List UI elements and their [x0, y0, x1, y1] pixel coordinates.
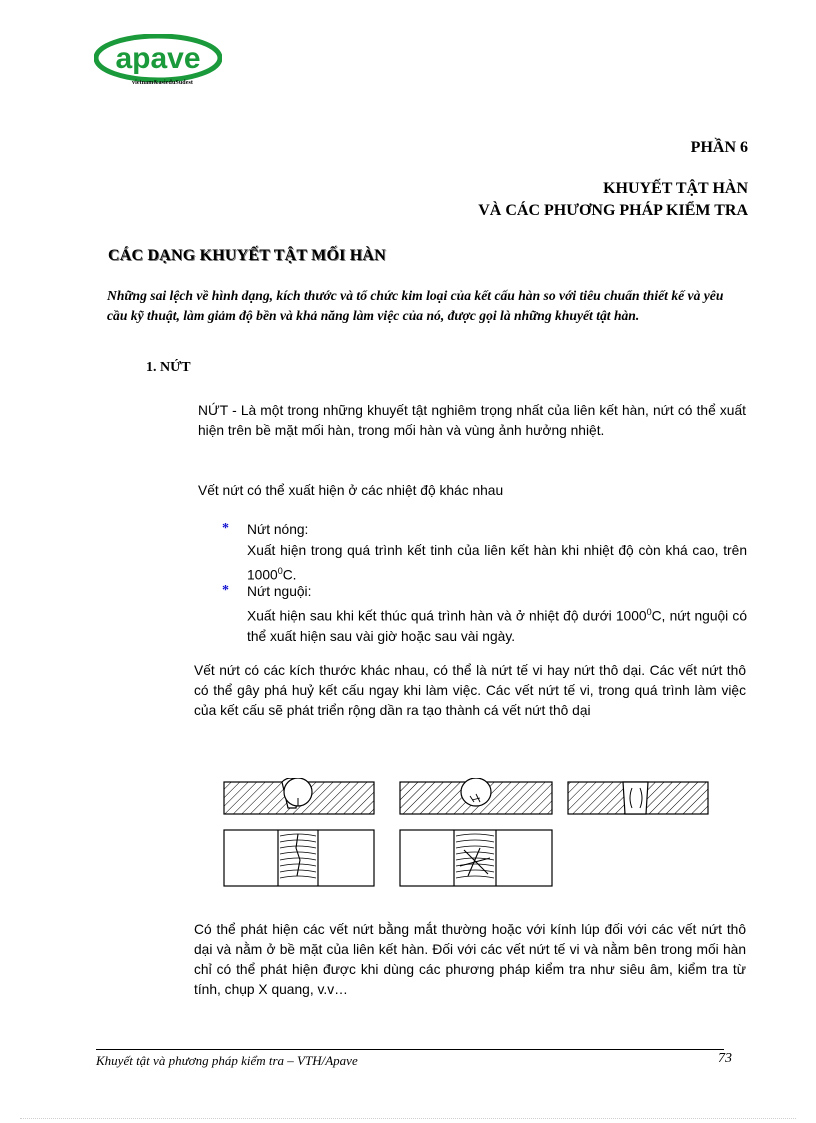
weld-cross-section-3 — [568, 782, 708, 814]
bullet-cold-crack-title: Nứt nguội: — [247, 584, 312, 599]
logo-tagline: vietnam&asieduSudest — [132, 80, 194, 86]
bullet-cold-crack-text: Xuất hiện sau khi kết thúc quá trình hàn và ở nhiệt độ dưới 1000$^0$C, nứt nguội có thể xuất hiện sau vài giờ hoặc sau vài ngày. — [247, 607, 747, 644]
paragraph-crack-sizes: Vết nứt có các kích thước khác nhau, có thể là nứt tế vi hay nứt thô dại. Các vết nứt thô có thể gây phá huỷ kết cấu ngay khi làm việc. Các vết nứt tế vi, trong quá trình làm việc của kết cấu sẽ phát triển rộng dần ra tạo thành cá vết nứt thô dại — [194, 663, 746, 718]
part-number: PHẦN 6 — [690, 139, 748, 156]
weld-plan-view-2 — [400, 830, 552, 886]
bullet-marker: * — [222, 583, 229, 598]
paragraph-crack-definition: NỨT - Là một trong những khuyết tật nghiêm trọng nhất của liên kết hàn, nứt có thể xuất hiện trên bề mặt mối hàn, trong mối hàn và vùng ảnh hưởng nhiệt. — [198, 403, 746, 438]
bullet-hot-crack-title: Nứt nóng: — [247, 522, 309, 537]
logo-text: apave — [115, 42, 201, 75]
section-title: CÁC DẠNG KHUYẾT TẬT MỐI HÀN — [108, 247, 386, 264]
footer-divider — [96, 1049, 724, 1050]
bullet-marker: * — [222, 521, 229, 536]
weld-plan-view-1 — [224, 830, 374, 886]
footer-text: Khuyết tật và phương pháp kiểm tra – VTH/Apave — [96, 1053, 358, 1068]
paragraph-crack-detection: Có thể phát hiện các vết nứt bằng mắt thường hoặc với kính lúp đối với các vết nứt thô dại và nằm ở bề mặt của liên kết hàn. Đối với các vết nứt tế vi và nằm bên trong mối hàn chỉ có thể phát hiện được khi dùng các phương pháp kiểm tra như siêu âm, kiểm tra từ tính, chụp X quang, v.v… — [194, 922, 746, 997]
weld-cross-section-1 — [224, 778, 374, 814]
weld-cross-section-2 — [400, 778, 552, 814]
page-bottom-border — [20, 1118, 796, 1119]
page-number: 73 — [718, 1051, 732, 1066]
chapter-title-line2: VÀ CÁC PHƯƠNG PHÁP KIỂM TRA — [478, 202, 748, 219]
heading-crack: 1. NỨT — [146, 360, 191, 375]
paragraph-crack-temperature: Vết nứt có thể xuất hiện ở các nhiệt độ khác nhau — [198, 483, 504, 498]
weld-crack-figure — [218, 778, 718, 888]
bullet-hot-crack-text: Xuất hiện trong quá trình kết tinh của liên kết hàn khi nhiệt độ còn khá cao, trên 1000$^0$C. — [247, 543, 747, 583]
chapter-title-line1: KHUYẾT TẬT HÀN — [603, 180, 748, 197]
intro-paragraph: Những sai lệch về hình dạng, kích thước và tổ chức kim loại của kết cấu hàn so với tiêu chuẩn thiết kế và yêu cầu kỹ thuật, làm giảm độ bền và khả năng làm việc của nó, được gọi là những khuyết tật hàn. — [107, 288, 724, 323]
